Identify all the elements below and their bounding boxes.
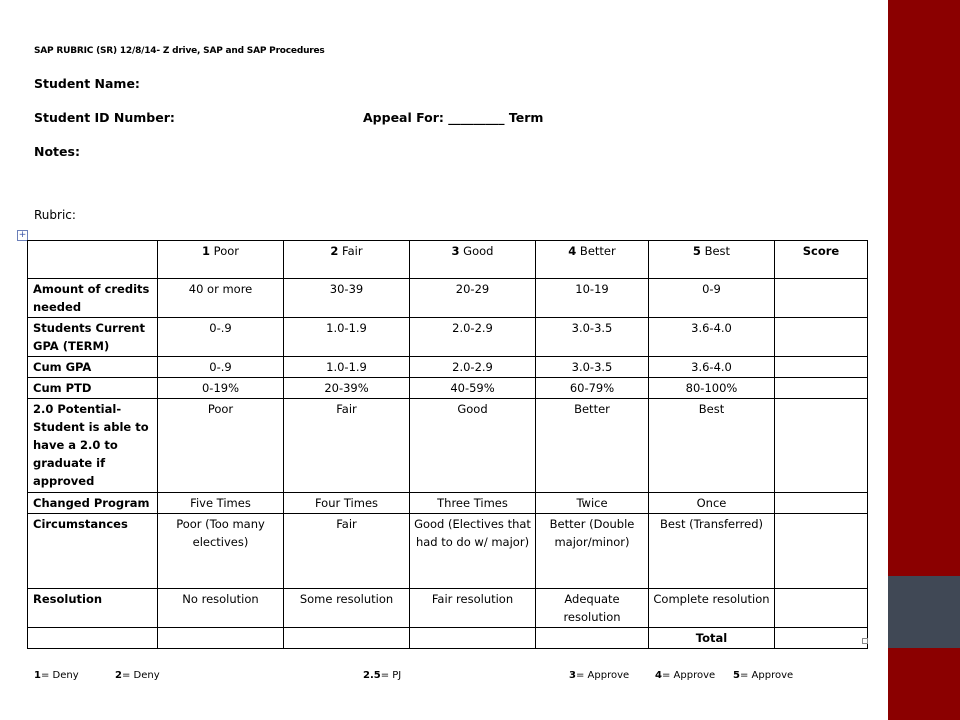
table-cell: 3.6-4.0	[649, 318, 775, 357]
score-cell	[775, 628, 868, 649]
table-cell: 0-.9	[158, 318, 284, 357]
student-id-label: Student ID Number:	[34, 110, 175, 125]
table-cell: 0-.9	[158, 357, 284, 378]
score-cell	[775, 357, 868, 378]
table-row	[28, 493, 868, 514]
table-cell: 1.0-1.9	[284, 318, 410, 357]
document-header: SAP RUBRIC (SR) 12/8/14- Z drive, SAP and SAP Procedures	[34, 46, 325, 56]
table-row	[28, 628, 868, 649]
table-cell: Total	[649, 628, 775, 649]
score-cell	[775, 589, 868, 628]
footer-item: 4= Approve	[655, 670, 716, 681]
table-cell: 0-9	[649, 279, 775, 318]
table-cell: 3.6-4.0	[649, 357, 775, 378]
row-label: Circumstances	[28, 514, 158, 589]
table-cell: Three Times	[410, 493, 536, 514]
table-row	[28, 279, 868, 318]
sidebar-gray-block	[888, 576, 960, 648]
table-cell: Better (Double major/minor)	[536, 514, 649, 589]
table-cell: 1.0-1.9	[284, 357, 410, 378]
table-row	[28, 589, 868, 628]
score-cell	[775, 493, 868, 514]
table-cell: Fair resolution	[410, 589, 536, 628]
row-label: Amount of credits needed	[28, 279, 158, 318]
row-label: Changed Program	[28, 493, 158, 514]
table-cell: 3.0-3.5	[536, 318, 649, 357]
table-cell	[284, 628, 410, 649]
table-cell: 2.0-2.9	[410, 357, 536, 378]
table-cell	[410, 628, 536, 649]
table-cell: Good	[410, 399, 536, 493]
table-header-row	[28, 241, 868, 279]
header-cell-better: 4 Better	[536, 241, 649, 279]
header-cell-empty	[28, 241, 158, 279]
header-cell-fair: 2 Fair	[284, 241, 410, 279]
table-cell: 3.0-3.5	[536, 357, 649, 378]
rubric-table	[27, 240, 868, 649]
table-cell: Four Times	[284, 493, 410, 514]
table-cell: 10-19	[536, 279, 649, 318]
table-cell: 80-100%	[649, 378, 775, 399]
score-cell	[775, 279, 868, 318]
table-move-handle-icon[interactable]: +	[18, 230, 27, 240]
table-cell: Good (Electives that had to do w/ major)	[410, 514, 536, 589]
table-cell: Some resolution	[284, 589, 410, 628]
score-cell	[775, 318, 868, 357]
table-cell: Complete resolution	[649, 589, 775, 628]
row-label: Cum GPA	[28, 357, 158, 378]
score-cell	[775, 378, 868, 399]
table-cell: 30-39	[284, 279, 410, 318]
table-cell	[158, 628, 284, 649]
table-cell: Best	[649, 399, 775, 493]
table-cell: 2.0-2.9	[410, 318, 536, 357]
student-name-label: Student Name:	[34, 76, 140, 91]
appeal-for-label: Appeal For: _________ Term	[363, 110, 544, 125]
row-label	[28, 628, 158, 649]
header-cell-poor: 1 Poor	[158, 241, 284, 279]
table-cell: Once	[649, 493, 775, 514]
table-cell: Better	[536, 399, 649, 493]
table-cell: Poor	[158, 399, 284, 493]
footer-item: 1= Deny	[34, 670, 79, 681]
table-cell: Adequate resolution	[536, 589, 649, 628]
notes-label: Notes:	[34, 144, 80, 159]
footer-item: 2.5= PJ	[363, 670, 402, 681]
table-cell: No resolution	[158, 589, 284, 628]
score-cell	[775, 514, 868, 589]
row-label: Resolution	[28, 589, 158, 628]
table-cell: 60-79%	[536, 378, 649, 399]
table-cell: 20-39%	[284, 378, 410, 399]
footer-item: 2= Deny	[115, 670, 160, 681]
score-cell	[775, 399, 868, 493]
table-cell: Fair	[284, 514, 410, 589]
table-row	[28, 514, 868, 589]
row-label: Students Current GPA (TERM)	[28, 318, 158, 357]
footer-item: 3= Approve	[569, 670, 630, 681]
row-label: 2.0 Potential- Student is able to have a 2.0 to graduate if approved	[28, 399, 158, 493]
table-cell: Five Times	[158, 493, 284, 514]
table-cell: Poor (Too many electives)	[158, 514, 284, 589]
row-label: Cum PTD	[28, 378, 158, 399]
table-cell: 40-59%	[410, 378, 536, 399]
table-cell: 20-29	[410, 279, 536, 318]
table-cell: Twice	[536, 493, 649, 514]
table-row	[28, 357, 868, 378]
table-resize-handle-icon[interactable]	[862, 638, 868, 644]
table-cell: Best (Transferred)	[649, 514, 775, 589]
table-cell: 0-19%	[158, 378, 284, 399]
table-row	[28, 378, 868, 399]
table-row	[28, 399, 868, 493]
table-cell: 40 or more	[158, 279, 284, 318]
table-row	[28, 318, 868, 357]
table-cell: Fair	[284, 399, 410, 493]
header-cell-score: Score	[775, 241, 868, 279]
table-cell	[536, 628, 649, 649]
header-cell-best: 5 Best	[649, 241, 775, 279]
footer-item: 5= Approve	[733, 670, 794, 681]
rubric-label: Rubric:	[34, 208, 76, 222]
header-cell-good: 3 Good	[410, 241, 536, 279]
